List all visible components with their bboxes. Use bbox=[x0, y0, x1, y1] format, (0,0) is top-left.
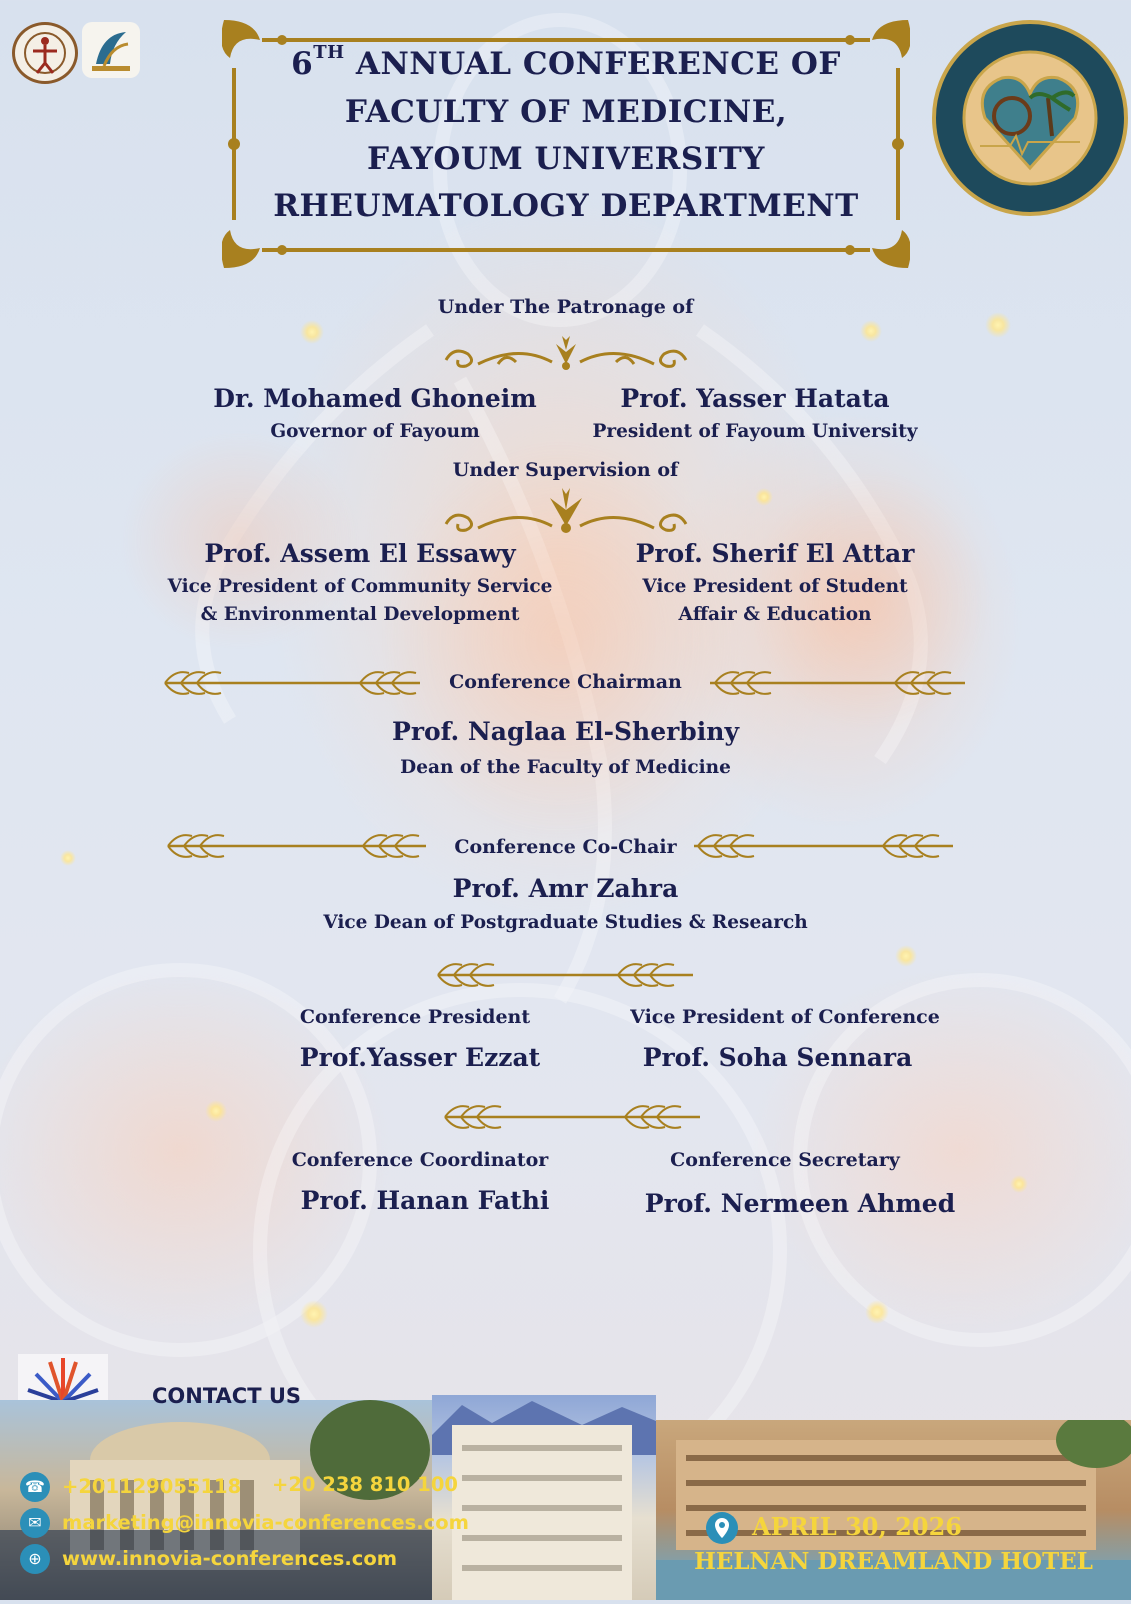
cochair-role: Vice Dean of Postgraduate Studies & Research bbox=[323, 912, 808, 933]
sparkle-decoration bbox=[1010, 1175, 1028, 1193]
event-date: APRIL 30, 2026 bbox=[752, 1512, 962, 1541]
email-address[interactable]: marketing@innovia-conferences.com bbox=[62, 1511, 469, 1534]
globe-icon: ⊕ bbox=[20, 1544, 50, 1574]
conference-secretary-label: Conference Secretary bbox=[670, 1149, 900, 1171]
conference-coordinator-name: Prof. Hanan Fathi bbox=[300, 1186, 550, 1215]
laurel-divider bbox=[435, 1097, 710, 1137]
supervisor-2-role-line1: Vice President of Student bbox=[642, 576, 908, 597]
sparkle-decoration bbox=[895, 945, 917, 967]
vice-president-name: Prof. Soha Sennara bbox=[642, 1043, 913, 1072]
patronage-label: Under The Patronage of bbox=[437, 296, 694, 318]
sparkle-decoration bbox=[865, 1300, 889, 1324]
supervisor-1-name: Prof. Assem El Essawy bbox=[204, 539, 516, 568]
phone-number-1[interactable]: +201129055118 bbox=[62, 1475, 242, 1498]
supervisor-1-role-line1: Vice President of Community Service bbox=[167, 576, 553, 597]
location-pin-icon bbox=[706, 1512, 738, 1544]
cochair-name: Prof. Amr Zahra bbox=[452, 874, 679, 903]
laurel-divider bbox=[428, 955, 703, 995]
patron-1-role: Governor of Fayoum bbox=[270, 421, 480, 442]
vice-president-label: Vice President of Conference bbox=[630, 1006, 940, 1028]
conference-president-name: Prof.Yasser Ezzat bbox=[299, 1043, 541, 1072]
scroll-ornament-divider bbox=[438, 336, 694, 376]
faculty-of-medicine-logo bbox=[12, 22, 78, 84]
sparkle-decoration bbox=[860, 320, 882, 342]
cochair-label: Conference Co-Chair bbox=[454, 836, 677, 858]
conference-title-line-3: FAYOUM UNIVERSITY bbox=[367, 141, 765, 177]
supervisor-1-role-line2: & Environmental Development bbox=[200, 604, 520, 625]
conference-title-line-2: FACULTY OF MEDICINE, bbox=[344, 94, 788, 130]
conference-secretary-name: Prof. Nermeen Ahmed bbox=[644, 1189, 956, 1218]
conference-title-line-4: RHEUMATOLOGY DEPARTMENT bbox=[273, 188, 859, 224]
conference-coordinator-label: Conference Coordinator bbox=[291, 1149, 549, 1171]
website-link[interactable]: www.innovia-conferences.com bbox=[62, 1547, 398, 1570]
patron-2-role: President of Fayoum University bbox=[592, 421, 918, 442]
event-venue: HELNAN DREAMLAND HOTEL bbox=[694, 1548, 1093, 1575]
patron-2-name: Prof. Yasser Hatata bbox=[620, 384, 890, 413]
supervisor-2-role-line2: Affair & Education bbox=[678, 604, 872, 625]
phone-icon: ☎ bbox=[20, 1472, 50, 1502]
hospital-building-photo bbox=[432, 1395, 656, 1600]
sparkle-decoration bbox=[300, 1300, 328, 1328]
sparkle-decoration bbox=[300, 320, 324, 344]
chairman-label: Conference Chairman bbox=[449, 671, 682, 693]
sparkle-decoration bbox=[205, 1100, 227, 1122]
conference-president-label: Conference President bbox=[299, 1006, 531, 1028]
chairman-name: Prof. Naglaa El-Sherbiny bbox=[392, 717, 739, 746]
contact-us-heading: CONTACT US bbox=[152, 1384, 302, 1408]
email-icon: ✉ bbox=[20, 1508, 50, 1538]
fayoum-medical-summit-logo bbox=[930, 18, 1130, 218]
chairman-role: Dean of the Faculty of Medicine bbox=[400, 757, 731, 778]
patron-1-name: Dr. Mohamed Ghoneim bbox=[213, 384, 537, 413]
phone-number-2[interactable]: +20 238 810 100 bbox=[272, 1473, 458, 1496]
scroll-ornament-divider bbox=[438, 486, 694, 540]
supervision-label: Under Supervision of bbox=[452, 459, 679, 481]
sparkle-decoration bbox=[755, 488, 773, 506]
university-building-photo bbox=[0, 1400, 432, 1600]
conference-title-line-1: 6TH ANNUAL CONFERENCE OF bbox=[291, 42, 841, 82]
supervisor-2-name: Prof. Sherif El Attar bbox=[635, 539, 915, 568]
fayoum-university-logo bbox=[82, 22, 140, 78]
